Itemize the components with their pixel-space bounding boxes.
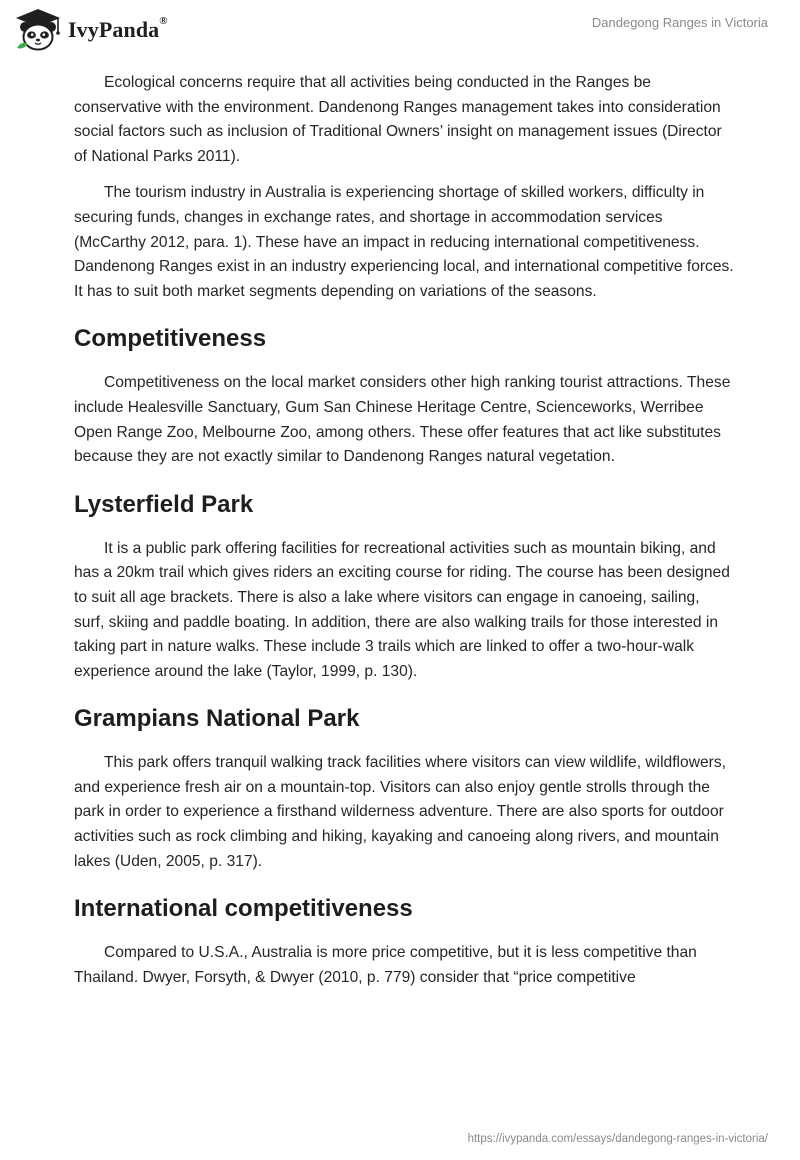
paragraph-local-competitiveness: Competitiveness on the local market considers other high ranking tourist attractions. These include Healesville Sanctuary, Gum San Chinese Heritage Centre, Scienceworks, Werribee Open Range Zoo, Melbourne Zoo, among others. These offer features that act like substitutes because they are not exactly similar to Dandenong Ranges natural vegetation. — [74, 374, 731, 466]
paragraph-lysterfield-park: It is a public park offering facilities for recreational activities such as mountain biking, and has a 20km trail which gives riders an exciting course for riding. The course has been designed to suit all age brackets. There is also a lake where visitors can engage in canoeing, sailing, surf, skiing and paddle boating. In addition, there are also walking trails for those interested in taking part in nature walks. These include 3 trails which are linked to offer a two-hour-walk experience around the lake (Taylor, 1999, p. 130). — [74, 539, 730, 680]
paragraph-tourism-industry: The tourism industry in Australia is experiencing shortage of skilled workers, difficulty in securing funds, changes in exchange rates, and shortage in accommodation services (McCarthy 2012, para. 1). These have an impact in reducing international competitiveness. Dandenong Ranges exist in an industry experiencing local, and international competitive forces. It has to suit both market segments depending on variations of the seasons. — [74, 184, 734, 300]
panda-graduate-icon — [14, 8, 62, 52]
heading-competitiveness: Competitiveness — [74, 325, 267, 353]
brand-name: IvyPanda® — [68, 15, 168, 42]
ivypanda-logo[interactable] — [14, 8, 168, 52]
paragraph-international-competitiveness: Compared to U.S.A., Australia is more price competitive, but it is less competitive than Thailand. Dwyer, Forsyth, & Dwyer (2010, p. 779) consider that “price competitive — [74, 944, 697, 986]
heading-grampians-national-park: Grampians National Park — [74, 705, 360, 733]
source-url[interactable]: https://ivypanda.com/essays/dandegong-ranges-in-victoria/ — [467, 1133, 768, 1145]
page-header — [0, 0, 800, 60]
heading-international-competitiveness: International competitiveness — [74, 895, 413, 923]
paragraph-grampians-national-park: This park offers tranquil walking track facilities where visitors can view wildlife, wildflowers, and experience fresh air on a mountain-top. Visitors can also enjoy gentle strolls through the park in order to experience a firsthand wilderness adventure. There are also sports for outdoor activities such as rock climbing and hiking, kayaking and canoeing along rivers, and mountain lakes (Uden, 2005, p. 317). — [74, 754, 726, 870]
paragraph-ecological: Ecological concerns require that all activities being conducted in the Ranges be conservative with the environment. Dandenong Ranges management takes into consideration social factors such as inclusion of Traditional Owners’ insight on management issues (Director of National Parks 2011). — [74, 74, 722, 165]
essay-body — [74, 71, 734, 1002]
document-title: Dandegong Ranges in Victoria — [591, 15, 768, 30]
heading-lysterfield-park: Lysterfield Park — [74, 490, 254, 518]
